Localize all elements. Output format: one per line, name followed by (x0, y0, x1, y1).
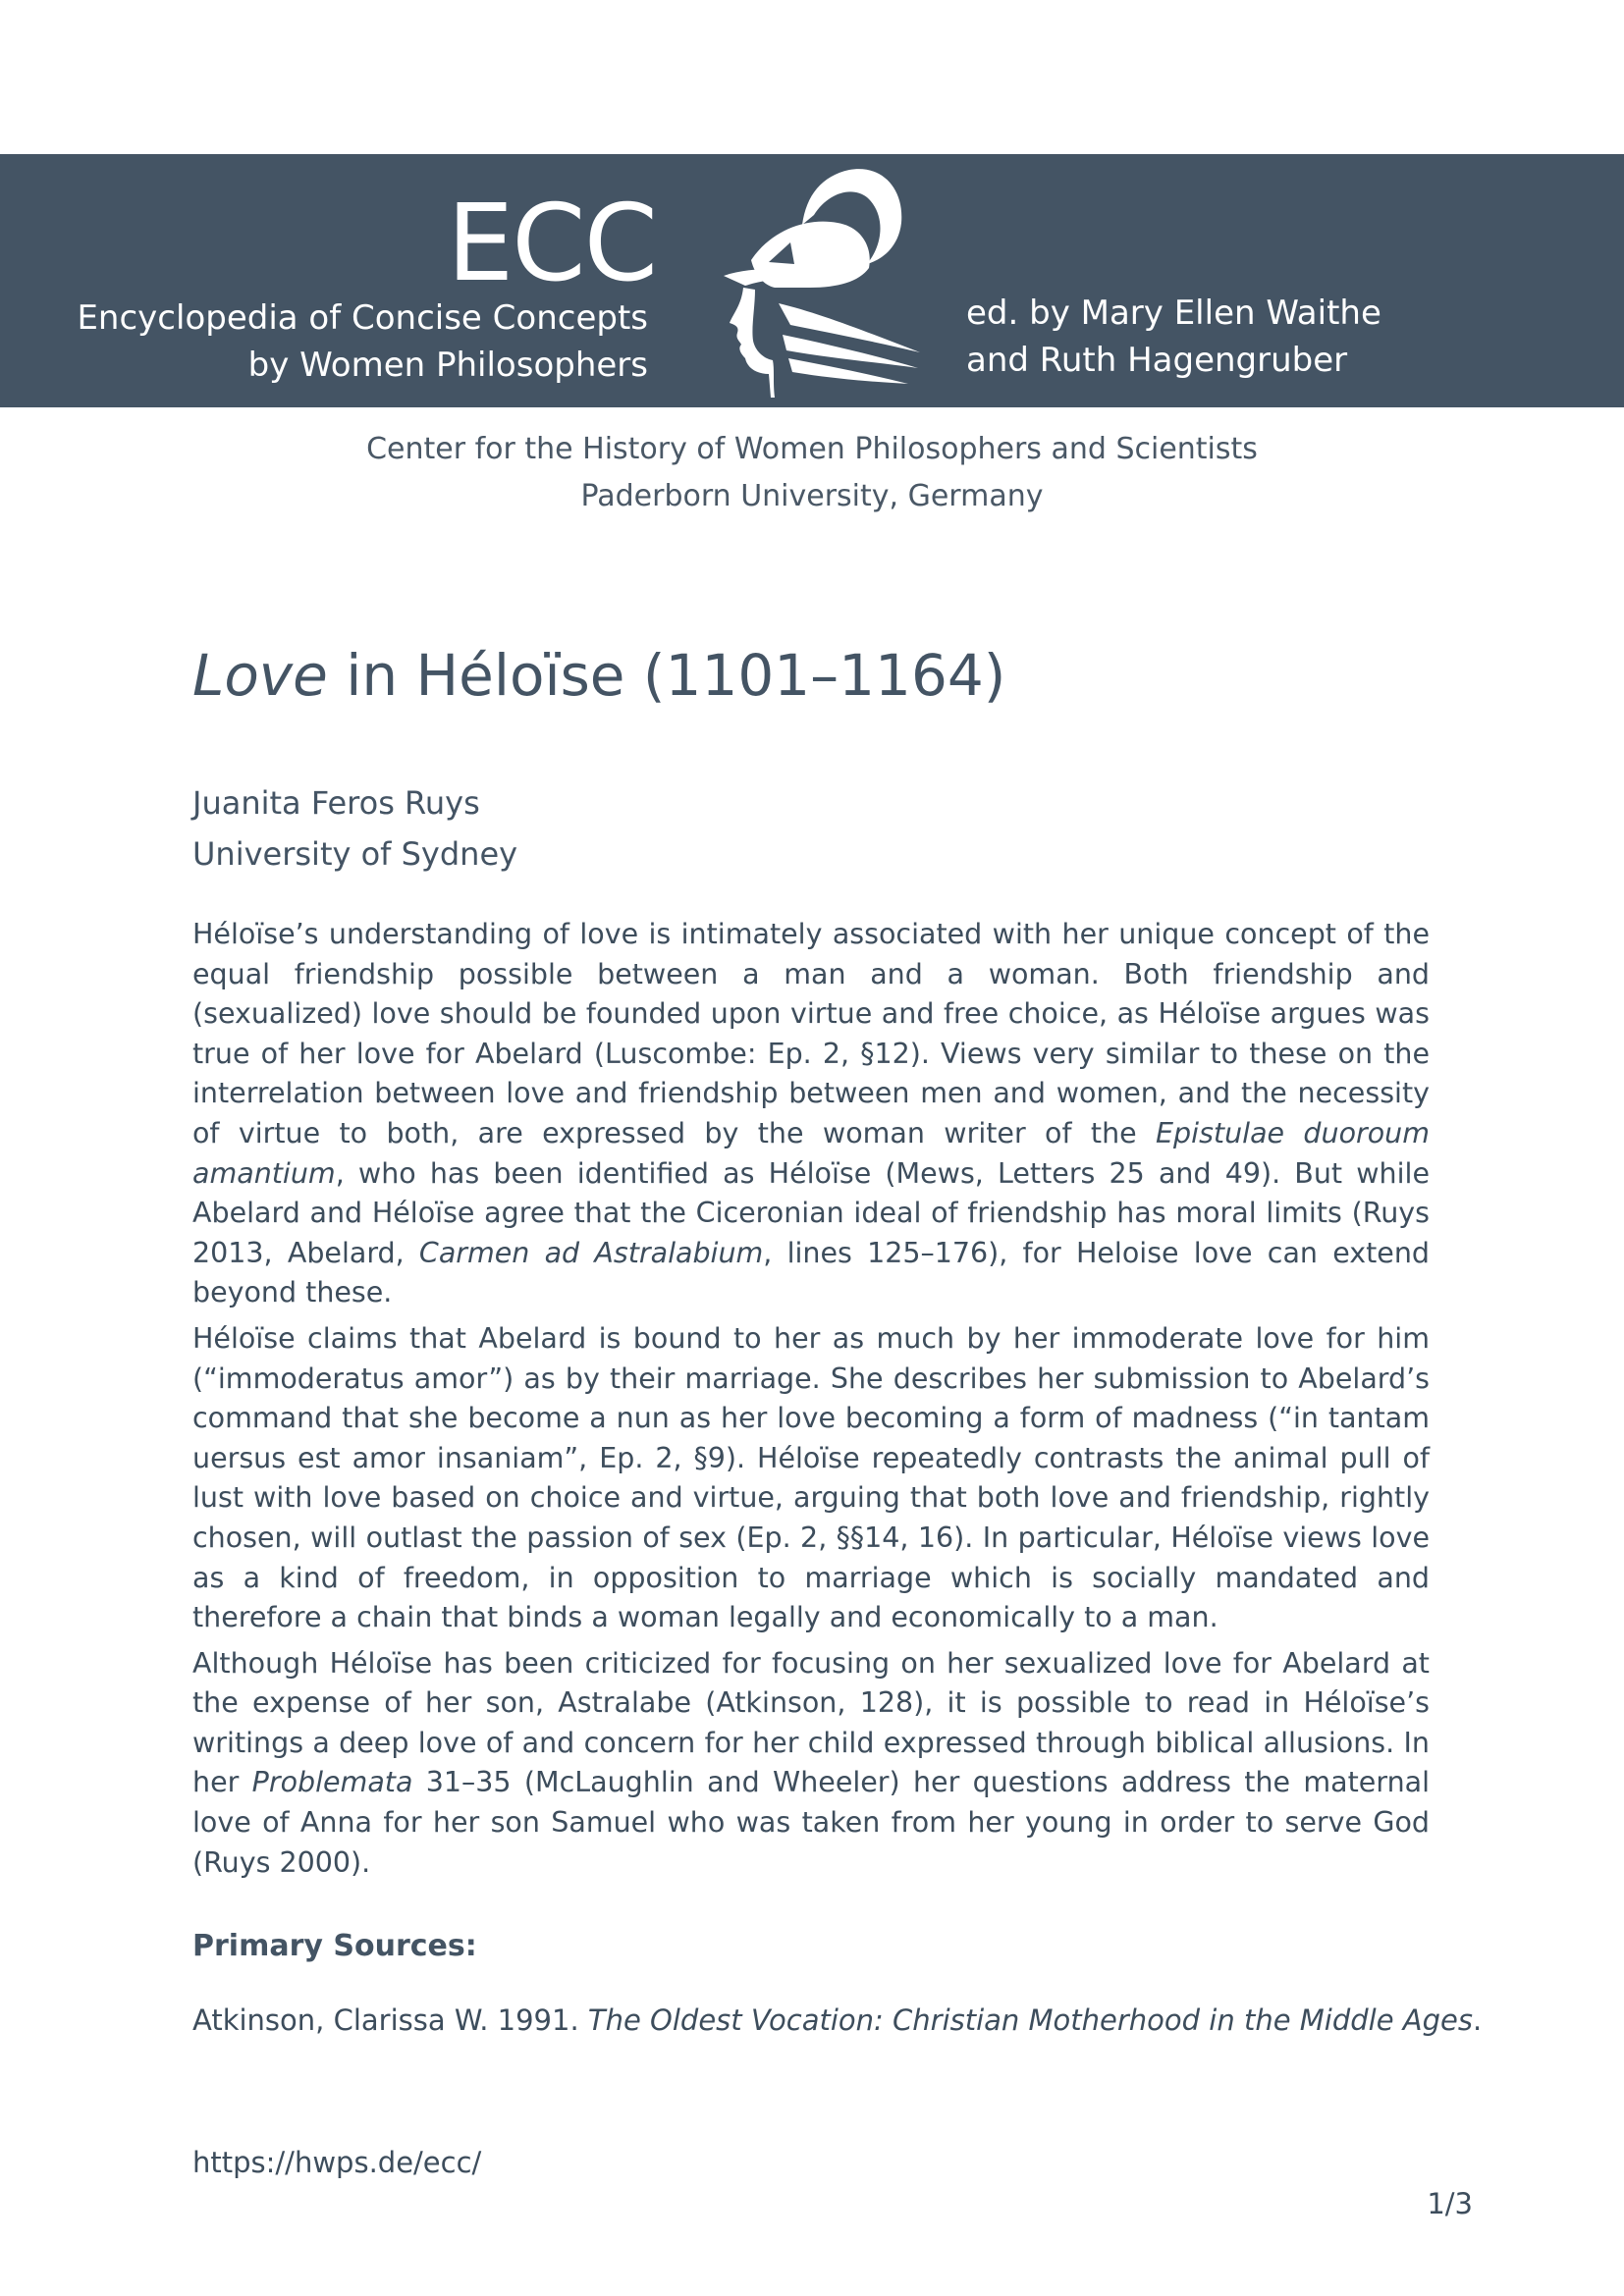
paragraph-1 (192, 915, 1430, 1313)
paragraph-1-work-title-2: Carmen ad Astralabium (418, 1236, 764, 1269)
editors-line1: ed. by Mary Ellen Waithe (966, 294, 1381, 333)
article-body (192, 915, 1430, 1889)
paragraph-3-text-a: Although Héloïse has been criticized for focusing on her sexualized love for Abelard at the expense of her son, Astralabe (Atkinson, 128), it is possible to read in Héloïse’s writings a deep love of and concern for her child expressed through biblical allusions. In her (192, 1646, 1430, 1799)
encyclopedia-title (77, 294, 648, 389)
author-block (192, 777, 517, 880)
editors-line2: and Ruth Hagengruber (966, 341, 1348, 380)
article-title-concept: Love (192, 642, 328, 709)
source-entry-author: Atkinson, Clarissa W. 1991. (192, 2003, 588, 2037)
paragraph-1-work-title: Epistulae duoroum amantium (192, 1116, 1431, 1190)
ecc-logo: ECC (446, 183, 656, 305)
article-title (192, 636, 1005, 715)
article-title-rest: in Héloïse (1101–1164) (327, 642, 1006, 709)
paragraph-2: Héloïse claims that Abelard is bound to her as much by her immoderate love for him (“immoderatus amor”) as by their marriage. She describes her submission to Abelard’s command that she become a nun as her love becoming a form of madness (“in tantam uersus est amor insaniam”, Ep. 2, §9). Héloïse repeatedly contrasts the animal pull of lust with love based on choice and virtue, arguing that both love and friendship, rightly chosen, will outlast the passion of sex (Ep. 2, §§14, 16). In particular, Héloïse views love as a kind of freedom, in opposition to marriage which is socially mandated and therefore a chain that binds a woman legally and economically to a man. (192, 1321, 1430, 1634)
encyclopedia-title-line1: Encyclopedia of Concise Concepts (77, 298, 648, 338)
editors (966, 290, 1381, 384)
institution-line1: Center for the History of Women Philosophers and Scientists (366, 432, 1258, 466)
encyclopedia-title-line2: by Women Philosophers (247, 346, 648, 385)
page-number: 1/3 (1427, 2187, 1473, 2220)
paragraph-1-text-e: , lines 125–176), for Heloise love can extend beyond these. (192, 1236, 1430, 1309)
header-banner (0, 154, 1624, 407)
author-affiliation: University of Sydney (192, 835, 518, 873)
primary-sources-heading: Primary Sources: (192, 1929, 477, 1963)
athena-helmet-icon (712, 166, 923, 407)
paragraph-3 (192, 1644, 1430, 1884)
paragraph-1-text-a: Héloïse’s understanding of love is intimately associated with her unique concept of the equal friendship possible between a man and a woman. Both friendship and (sexualized) love should be founded upon virtue and free choice, as Héloïse argues was true of her love for Abelard (Luscombe: Ep. 2, §12). Views very similar to these on the interrelation between love and friendship between men and women, and the necessity of virtue to both, are expressed by the woman writer of the (192, 918, 1430, 1149)
paragraph-3-work-title: Problemata (251, 1766, 413, 1799)
author-name: Juanita Feros Ruys (192, 784, 480, 822)
paragraph-1-text-c: , who has been identified as Héloïse (Mews, Letters 25 and 49). But while Abelard and Héloïse agree that the Ciceronian ideal of friendship has moral limits (Ruys 2013, Abelard, (192, 1156, 1430, 1269)
institution-info (0, 426, 1624, 520)
paragraph-3-text-c: 31–35 (McLaughlin and Wheeler) her questions address the maternal love of Anna for her son Samuel who was taken from her young in order to serve God (Ruys 2000). (192, 1766, 1431, 1879)
source-entry-end: . (1472, 2003, 1483, 2037)
source-entry-title: The Oldest Vocation: Christian Motherhood in the Middle Ages (587, 2003, 1473, 2037)
source-entry (192, 2003, 1482, 2037)
institution-line2: Paderborn University, Germany (580, 479, 1044, 513)
footer-url-link[interactable]: https://hwps.de/ecc/ (192, 2146, 482, 2179)
